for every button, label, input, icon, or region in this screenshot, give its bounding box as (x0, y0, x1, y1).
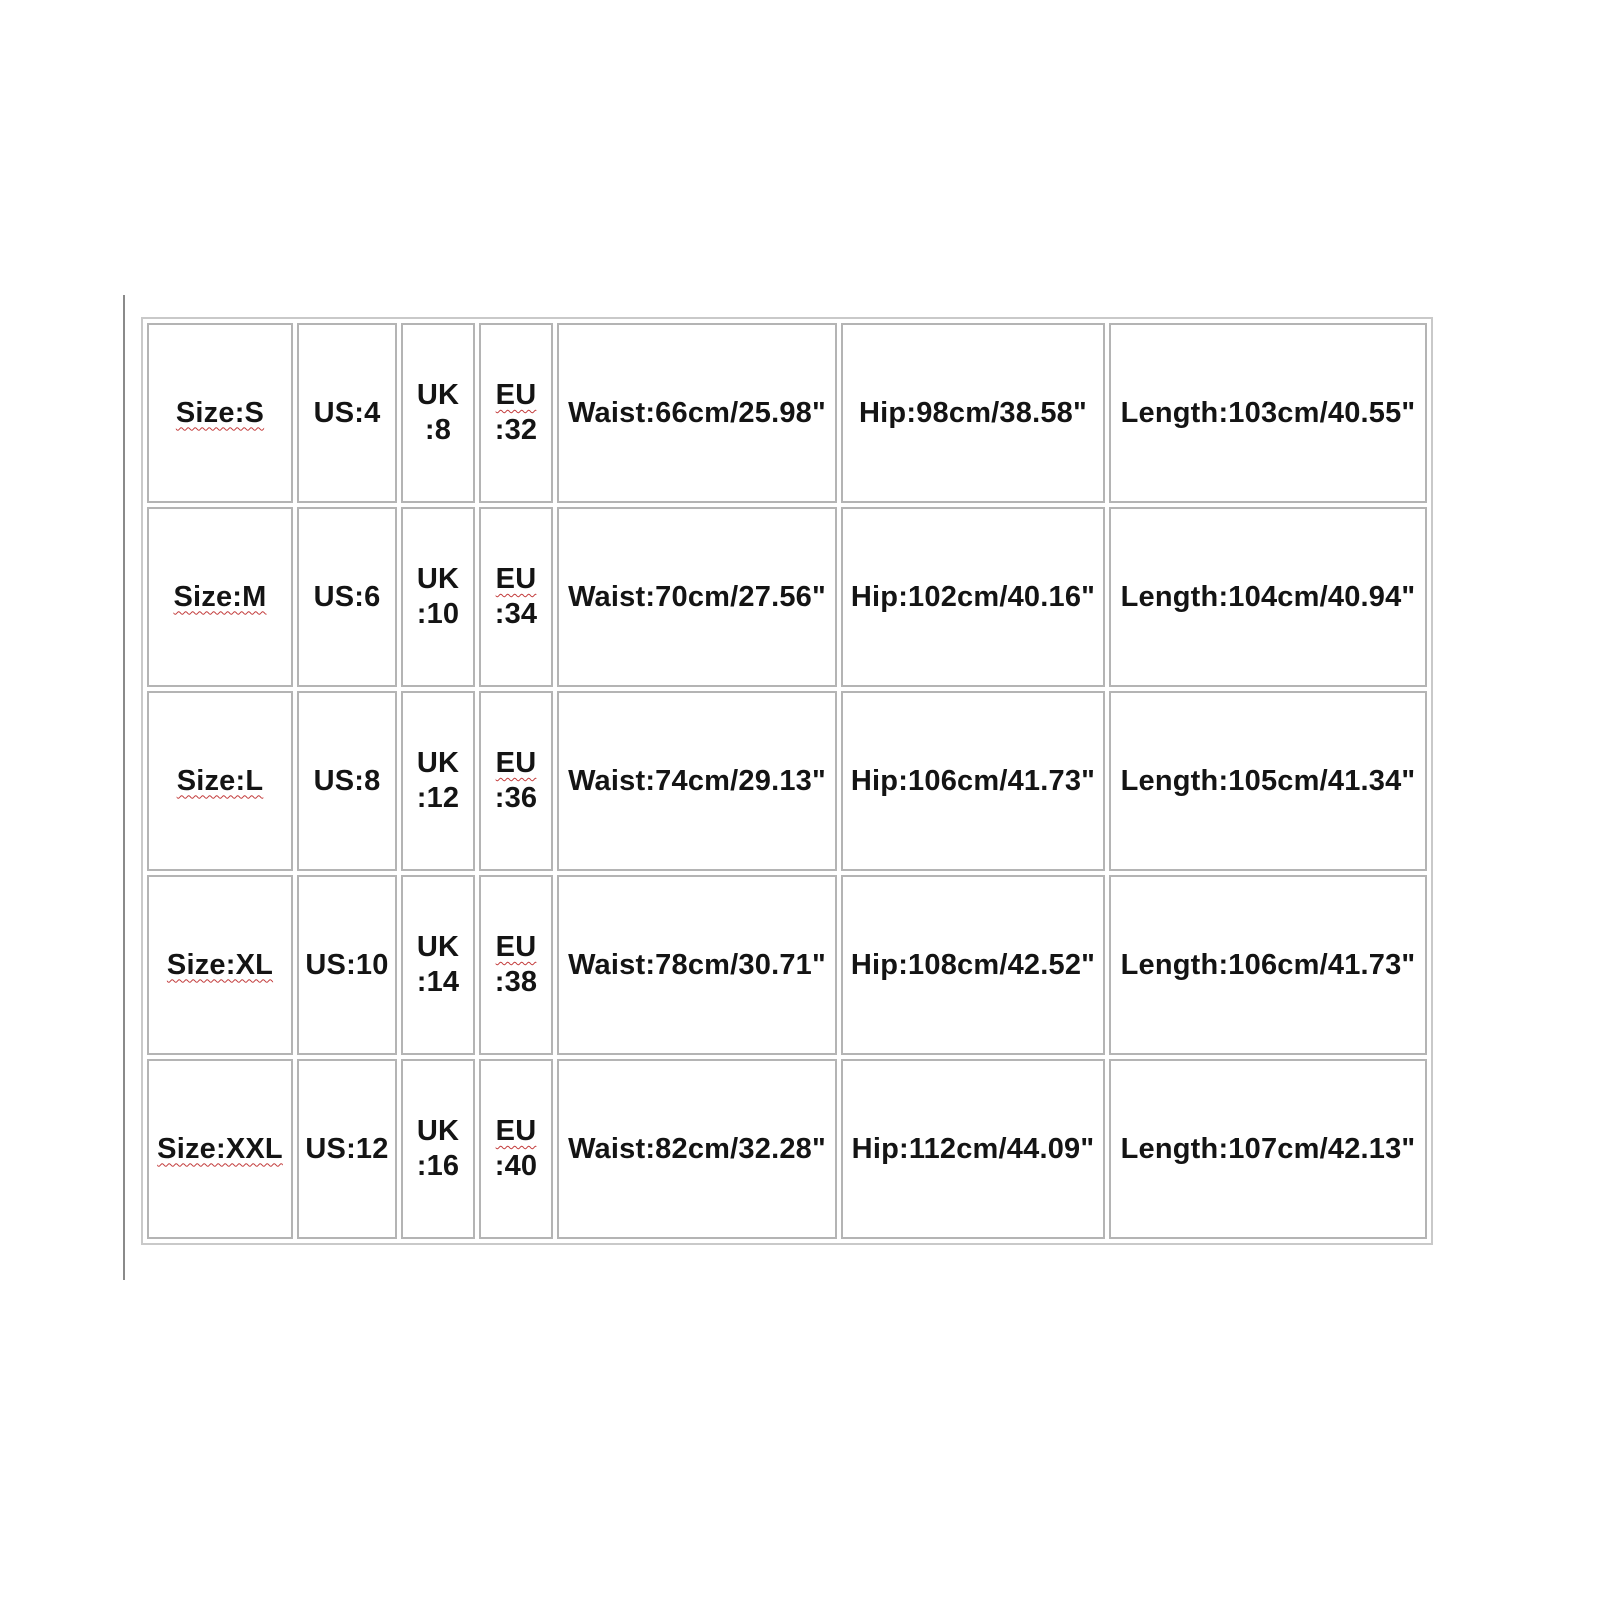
uk-size-cell: UK :16 (401, 1059, 475, 1239)
hip-cell: Hip:102cm/40.16" (841, 507, 1105, 687)
size-chart-table (141, 317, 1433, 1245)
table-row-size-s (147, 323, 1427, 503)
eu-size-cell: EU :40 (479, 1059, 553, 1239)
eu-size-cell: EU :36 (479, 691, 553, 871)
us-size-cell: US:12 (297, 1059, 397, 1239)
hip-cell: Hip:106cm/41.73" (841, 691, 1105, 871)
waist-cell: Waist:78cm/30.71" (557, 875, 837, 1055)
us-size-cell: US:10 (297, 875, 397, 1055)
waist-cell: Waist:66cm/25.98" (557, 323, 837, 503)
us-size-cell: US:8 (297, 691, 397, 871)
table-row-size-xl (147, 875, 1427, 1055)
hip-cell: Hip:108cm/42.52" (841, 875, 1105, 1055)
length-cell: Length:107cm/42.13" (1109, 1059, 1427, 1239)
length-cell: Length:103cm/40.55" (1109, 323, 1427, 503)
size-cell: Size:XXL (147, 1059, 293, 1239)
waist-cell: Waist:82cm/32.28" (557, 1059, 837, 1239)
size-cell: Size:L (147, 691, 293, 871)
size-cell: Size:S (147, 323, 293, 503)
uk-size-cell: UK :12 (401, 691, 475, 871)
us-size-cell: US:6 (297, 507, 397, 687)
left-vertical-rule (123, 295, 125, 1280)
uk-size-cell: UK :8 (401, 323, 475, 503)
table-row-size-l (147, 691, 1427, 871)
hip-cell: Hip:112cm/44.09" (841, 1059, 1105, 1239)
length-cell: Length:106cm/41.73" (1109, 875, 1427, 1055)
table-row-size-m (147, 507, 1427, 687)
uk-size-cell: UK :14 (401, 875, 475, 1055)
size-cell: Size:M (147, 507, 293, 687)
size-cell: Size:XL (147, 875, 293, 1055)
eu-size-cell: EU :32 (479, 323, 553, 503)
eu-size-cell: EU :38 (479, 875, 553, 1055)
waist-cell: Waist:74cm/29.13" (557, 691, 837, 871)
length-cell: Length:105cm/41.34" (1109, 691, 1427, 871)
eu-size-cell: EU :34 (479, 507, 553, 687)
hip-cell: Hip:98cm/38.58" (841, 323, 1105, 503)
waist-cell: Waist:70cm/27.56" (557, 507, 837, 687)
us-size-cell: US:4 (297, 323, 397, 503)
table-row-size-xxl (147, 1059, 1427, 1239)
length-cell: Length:104cm/40.94" (1109, 507, 1427, 687)
uk-size-cell: UK :10 (401, 507, 475, 687)
